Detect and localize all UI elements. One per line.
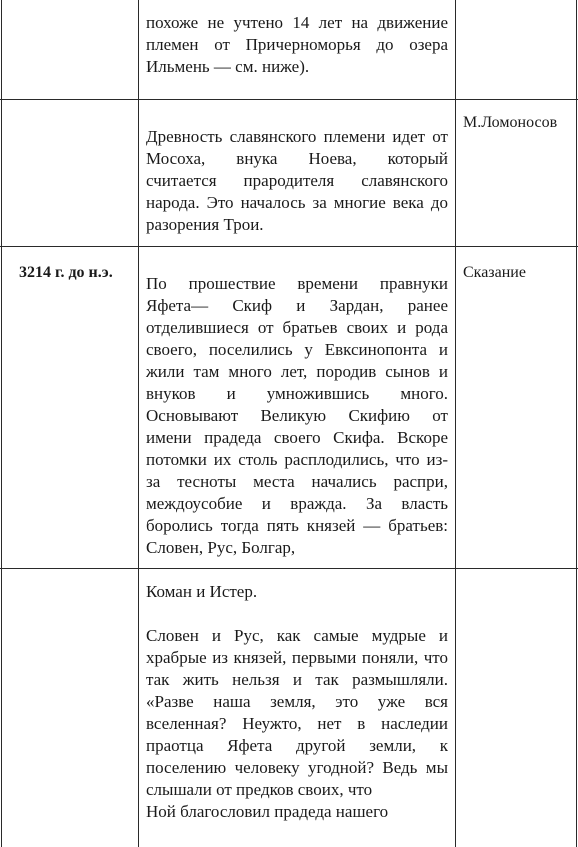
text-line: боролись тогда пять князей — братьев: <box>146 516 448 535</box>
text-line: Древность славянского племени идет от <box>146 127 448 146</box>
row-divider-3 <box>0 568 578 569</box>
table-left-border <box>1 0 2 847</box>
text-line: Мосоха, внука Ноева, который <box>146 149 448 168</box>
table-right-border <box>576 0 577 847</box>
text-line: похоже не учтено 14 лет на движение <box>146 13 448 32</box>
column-divider-date-text <box>138 0 139 847</box>
text-line: за тесноты места начались распри, <box>146 472 448 491</box>
text-line: Яфета— Скиф и Зардан, ранее <box>146 296 448 315</box>
text-line: междоусобие и вражда. За власть <box>146 494 448 513</box>
text-line: «Разве наша земля, это уже вся <box>146 692 448 711</box>
text-line: слышали от предков своих, что <box>146 780 373 799</box>
text-line: потомки их столь расплодились, что из- <box>146 450 448 469</box>
text-line: храбрые из князей, первыми поняли, что <box>146 648 448 667</box>
row-3-text <box>146 273 448 559</box>
text-line: народа. Это началось за многие века до <box>146 193 448 212</box>
row-1-text <box>146 12 448 78</box>
text-line: Основывают Великую Скифию от <box>146 406 448 425</box>
text-line: Коман и Истер. <box>146 582 258 601</box>
text-line: внуков и умножившись много. <box>146 384 448 403</box>
text-line: так жить нельзя и так размышляли. <box>146 670 448 689</box>
text-line: разорения Трои. <box>146 215 264 234</box>
text-line: отделившиеся от братьев своих и рода <box>146 318 448 337</box>
text-line: По прошествие времени правнуки <box>146 274 448 293</box>
column-divider-text-source <box>455 0 456 847</box>
text-line: своего, поселились у Евксинопонта и <box>146 340 448 359</box>
row-divider-2 <box>0 246 578 247</box>
text-line: поселению человеку угодной? Ведь мы <box>146 758 448 777</box>
row-2-text <box>146 126 448 236</box>
text-line: вселенная? Неужто, нет в наследии <box>146 714 448 733</box>
text-line: жили там много лет, породив сынов и <box>146 362 448 381</box>
text-line: Словен, Рус, Болгар, <box>146 538 296 557</box>
row-divider-1 <box>0 99 578 100</box>
row-3-source: Сказание <box>463 264 526 281</box>
text-line: Ной благословил прадеда нашего <box>146 802 389 821</box>
text-line: считается прародителя славянского <box>146 171 448 190</box>
row-2-source: М.Ломоносов <box>463 114 558 131</box>
text-line: имени прадеда своего Скифа. Вскоре <box>146 428 448 447</box>
text-line: племен от Причерноморья до озера <box>146 35 448 54</box>
text-line: Словен и Рус, как самые мудрые и <box>146 626 448 645</box>
row-3-date: 3214 г. до н.э. <box>19 264 113 281</box>
text-line: праотца Яфета другой земли, к <box>146 736 448 755</box>
row-4-text <box>146 581 448 823</box>
text-line-blank <box>146 603 448 625</box>
text-line: Ильмень — см. ниже). <box>146 57 310 76</box>
